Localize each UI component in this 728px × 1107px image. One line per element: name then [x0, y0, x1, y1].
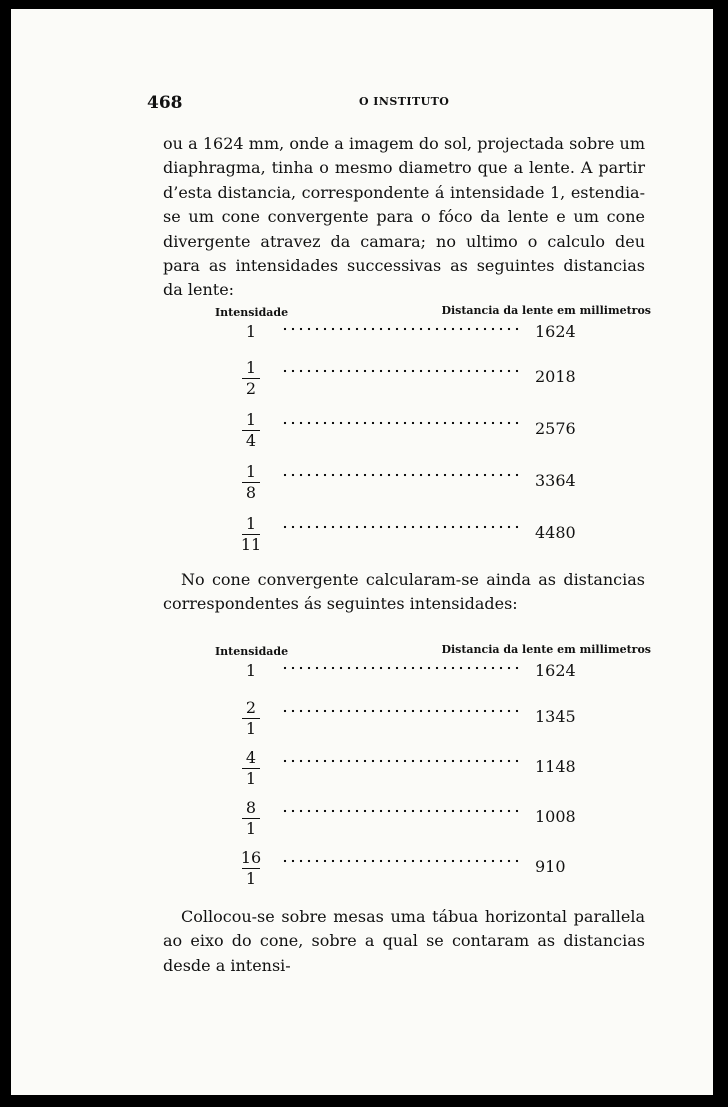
table-row — [201, 463, 651, 515]
intensity-fraction — [237, 515, 265, 554]
fraction-numerator: 1 — [245, 358, 257, 377]
dot-leader — [281, 807, 521, 817]
page-number: 468 — [147, 93, 183, 113]
fraction-numerator: 2 — [245, 698, 257, 717]
distance-value: 1624 — [535, 661, 576, 680]
distance-value: 2018 — [535, 367, 576, 386]
table-row — [201, 662, 651, 699]
fraction-denominator: 2 — [245, 379, 257, 398]
distance-value: 1624 — [535, 322, 576, 341]
intensity-distance-table-1 — [201, 301, 651, 567]
fraction-denominator: 11 — [240, 535, 262, 554]
fraction-denominator: 4 — [245, 431, 257, 450]
intensity-fraction — [237, 849, 265, 888]
fraction-denominator: 1 — [245, 819, 257, 838]
page-header — [147, 93, 647, 121]
intensity-value: 1 — [245, 322, 257, 341]
table-row — [201, 699, 651, 749]
dot-leader — [281, 419, 521, 429]
fraction-numerator: 8 — [245, 798, 257, 817]
fraction-denominator: 8 — [245, 483, 257, 502]
table-1-header — [201, 301, 651, 323]
distance-value: 2576 — [535, 419, 576, 438]
fraction-numerator: 4 — [245, 748, 257, 767]
table-row — [201, 323, 651, 359]
table-1-header-intensity: Intensidade — [215, 306, 289, 319]
intensity-fraction — [237, 699, 265, 738]
intensity-fraction — [237, 799, 265, 838]
distance-value: 910 — [535, 857, 566, 876]
dot-leader — [281, 664, 521, 674]
paragraph-3-text: Collocou-se sobre mesas uma tábua horizontal parallela ao eixo do cone, sobre a qual se contaram as distancias desde a intensi- — [163, 907, 645, 975]
table-1-header-distance: Distancia da lente em millimetros — [441, 304, 651, 317]
table-row — [201, 849, 651, 899]
intensity-fraction — [237, 463, 265, 502]
table-row — [201, 749, 651, 799]
fraction-numerator: 1 — [245, 514, 257, 533]
fraction-denominator: 1 — [245, 769, 257, 788]
fraction-denominator: 1 — [245, 719, 257, 738]
distance-value: 1008 — [535, 807, 576, 826]
dot-leader — [281, 367, 521, 377]
table-2-header-intensity: Intensidade — [215, 645, 289, 658]
fraction-denominator: 1 — [245, 869, 257, 888]
paragraph-3 — [163, 905, 645, 978]
table-2-header — [201, 640, 651, 662]
fraction-numerator: 1 — [245, 410, 257, 429]
paragraph-1 — [163, 132, 645, 303]
intensity-fraction — [237, 359, 265, 398]
dot-leader — [281, 707, 521, 717]
distance-value: 1345 — [535, 707, 576, 726]
distance-value: 1148 — [535, 757, 576, 776]
table-2-rows — [201, 662, 651, 899]
table-2-header-distance: Distancia da lente em millimetros — [441, 643, 651, 656]
intensity-distance-table-2 — [201, 640, 651, 899]
table-1-rows — [201, 323, 651, 567]
table-row — [201, 411, 651, 463]
dot-leader — [281, 523, 521, 533]
intensity-value: 1 — [245, 661, 257, 680]
paragraph-1-text: ou a 1624 mm, onde a imagem do sol, projectada sobre um diaphragma, tinha o mesmo diametro que a lente. A partir d’esta distancia, correspondente á intensidade 1, estendia-se um cone convergente para o fóco da lente e um cone divergente atravez da camara; no ultimo o calculo deu para as intensidades successivas as seguintes distancias da lente: — [163, 134, 645, 300]
dot-leader — [281, 471, 521, 481]
dot-leader — [281, 325, 521, 335]
distance-value: 3364 — [535, 471, 576, 490]
fraction-numerator: 16 — [240, 848, 262, 867]
intensity-fraction — [237, 411, 265, 450]
book-page — [8, 6, 716, 1098]
table-row — [201, 515, 651, 567]
intensity-fraction — [237, 749, 265, 788]
paragraph-2 — [163, 568, 645, 617]
running-head: O INSTITUTO — [359, 95, 450, 108]
fraction-numerator: 1 — [245, 462, 257, 481]
distance-value: 4480 — [535, 523, 576, 542]
dot-leader — [281, 857, 521, 867]
dot-leader — [281, 757, 521, 767]
table-row — [201, 359, 651, 411]
paragraph-2-text: No cone convergente calcularam-se ainda as distancias correspondentes ás seguintes intensidades: — [163, 570, 645, 614]
table-row — [201, 799, 651, 849]
